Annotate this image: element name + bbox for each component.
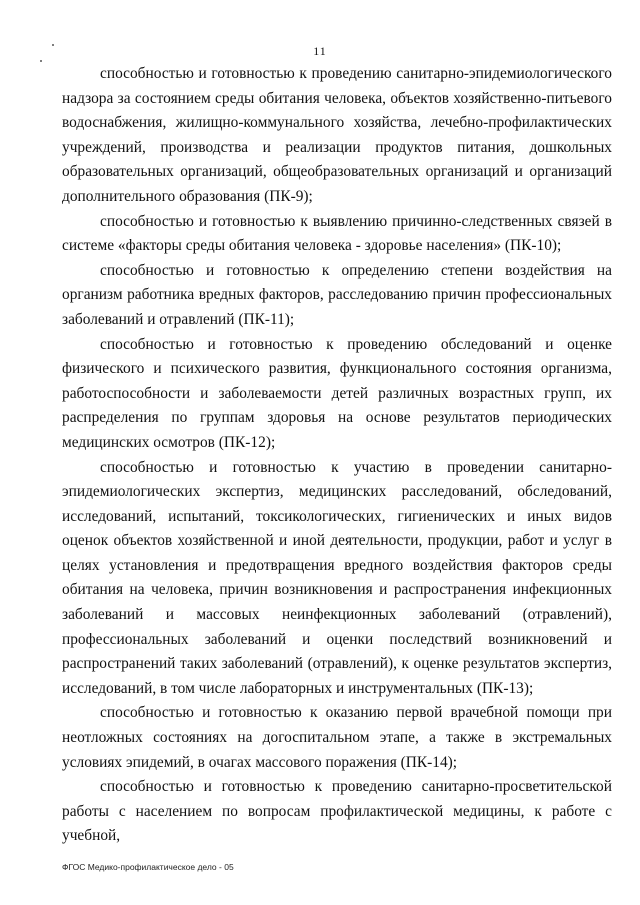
page-footer: ФГОС Медико-профилактическое дело - 05 (62, 862, 234, 872)
page-number: 11 (313, 44, 327, 58)
paragraph-pk10: способностью и готовностью к выявлению причинно-следственных связей в системе «факторы среды обитания человека - здоровье населения» (ПК-10); (62, 212, 612, 255)
paragraph-pk15-start: способностью и готовностью к проведению санитарно-просветительской работы с населением по вопросам профилактической медицины, к работе с учебной, (62, 778, 612, 845)
document-body (62, 62, 612, 849)
paragraph-pk12: способностью и готовностью к проведению обследований и оценке физического и психического развития, функционального состояния организма, работоспособности и заболеваемости детей различных возрастных групп, их распределения по группам здоровья на основе результатов периодических медицинских осмотров (ПК-12); (62, 335, 612, 451)
scan-speck (40, 60, 42, 62)
paragraph-pk14: способностью и готовностью к оказанию первой врачебной помощи при неотложных состояниях на догоспитальном этапе, а также в экстремальных условиях эпидемий, в очагах массового поражения (ПК-14); (62, 704, 612, 771)
paragraph-pk9: способностью и готовностью к проведению санитарно-эпидемиологического надзора за состоянием среды обитания человека, объектов хозяйственно-питьевого водоснабжения, жилищно-коммунального хозяйства, лечебно-профилактических учреждений, производства и реализации продуктов питания, дошкольных образовательных организаций, общеобразовательных организаций и организаций дополнительного образования (ПК-9); (62, 65, 612, 205)
paragraph-pk13: способностью и готовностью к участию в проведении санитарно-эпидемиологических экспертиз, медицинских расследований, обследований, исследований, испытаний, токсикологических, гигиенических и иных видов оценок объектов хозяйственной и иной деятельности, продукции, работ и услуг в целях установления и предотвращения вредного воздействия факторов среды обитания на человека, причин возникновения и распространения инфекционных заболеваний и массовых неинфекционных заболеваний (отравлений), профессиональных заболеваний и оценки последствий возникновений и распространений таких заболеваний (отравлений), к оценке результатов экспертиз, исследований, в том числе лабораторных и инструментальных (ПК-13); (62, 458, 612, 697)
paragraph-pk11: способностью и готовностью к определению степени воздействия на организм работника вредных факторов, расследованию причин профессиональных заболеваний и отравлений (ПК-11); (62, 261, 612, 328)
